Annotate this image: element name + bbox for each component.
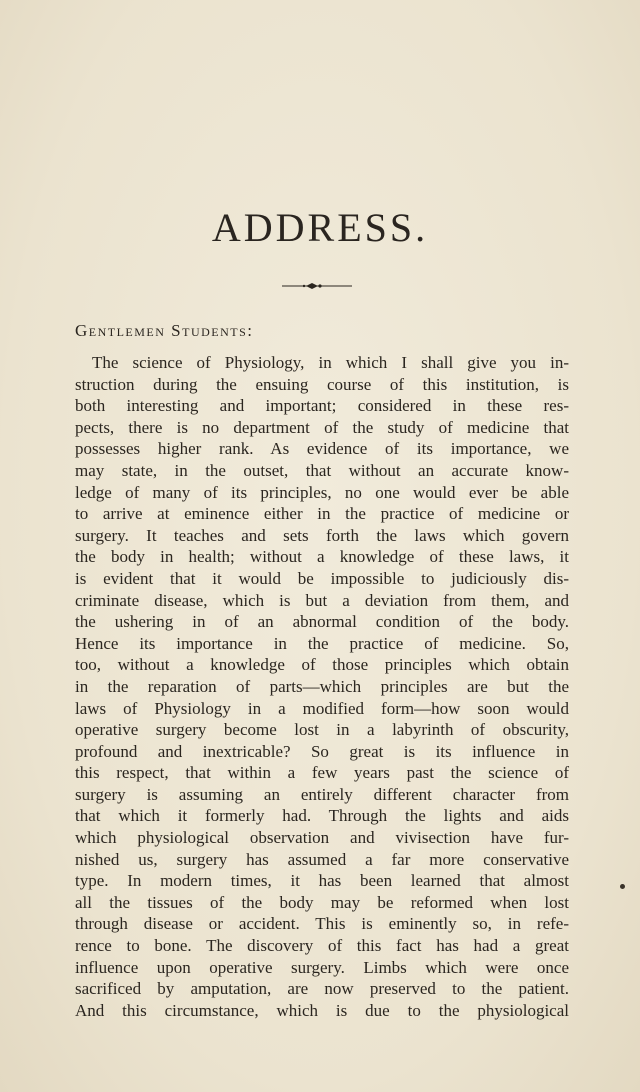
text-line: surgery is assuming an entirely different character from <box>75 784 569 804</box>
page-title: ADDRESS. <box>211 205 429 250</box>
text-line: nished us, surgery has assumed a far more conservative <box>75 849 569 869</box>
text-line: laws of Physiology in a modified form—how soon would <box>75 698 569 718</box>
text-line: sacrificed by amputation, are now preserved to the patient. <box>75 979 569 999</box>
text-line: possesses higher rank. As evidence of its importance, we <box>75 439 569 459</box>
text-line: rence to bone. The discovery of this fact has had a great <box>75 936 569 956</box>
text-line: type. In modern times, it has been learned that almost <box>75 871 569 891</box>
text-line: pects, there is no department of the study of medicine that <box>75 417 569 437</box>
text-line: operative surgery become lost in a labyrinth of obscurity, <box>75 720 569 740</box>
text-line: profound and inextricable? So great is its influence in <box>75 741 569 761</box>
text-line: the body in health; without a knowledge of these laws, it <box>75 547 569 567</box>
body-text <box>75 352 569 1021</box>
text-line: all the tissues of the body may be reformed when lost <box>75 892 569 912</box>
text-line: too, without a knowledge of those principles which obtain <box>75 655 569 675</box>
text-line: The science of Physiology, in which I shall give you in- <box>92 353 569 372</box>
text-line: struction during the ensuing course of this institution, is <box>75 374 569 394</box>
text-line: criminate disease, which is but a deviation from them, and <box>75 590 569 610</box>
text-line: in the reparation of parts—which principles are but the <box>75 676 569 696</box>
text-line: the ushering in of an abnormal condition of the body. <box>75 612 569 632</box>
text-line: is evident that it would be impossible to judiciously dis- <box>75 568 569 588</box>
text-line: may state, in the outset, that without an accurate know- <box>75 460 569 480</box>
text-line: ledge of many of its principles, no one would ever be able <box>75 482 569 502</box>
text-line: And this circumstance, which is due to the physiological <box>75 1000 569 1020</box>
ink-speck <box>620 884 625 889</box>
ornament-divider <box>282 281 352 291</box>
text-line: this respect, that within a few years past the science of <box>75 763 569 783</box>
text-line: which physiological observation and vivisection have fur- <box>75 828 569 848</box>
text-line: both interesting and important; considered in these res- <box>75 396 569 416</box>
salutation: Gentlemen Students: <box>75 321 254 340</box>
text-line: to arrive at eminence either in the practice of medicine or <box>75 504 569 524</box>
text-line: Hence its importance in the practice of medicine. So, <box>75 633 569 653</box>
text-line: influence upon operative surgery. Limbs which were once <box>75 957 569 977</box>
text-line: through disease or accident. This is eminently so, in refe- <box>75 914 569 934</box>
text-line: that which it formerly had. Through the lights and aids <box>75 806 569 826</box>
text-line: surgery. It teaches and sets forth the laws which govern <box>75 525 569 545</box>
